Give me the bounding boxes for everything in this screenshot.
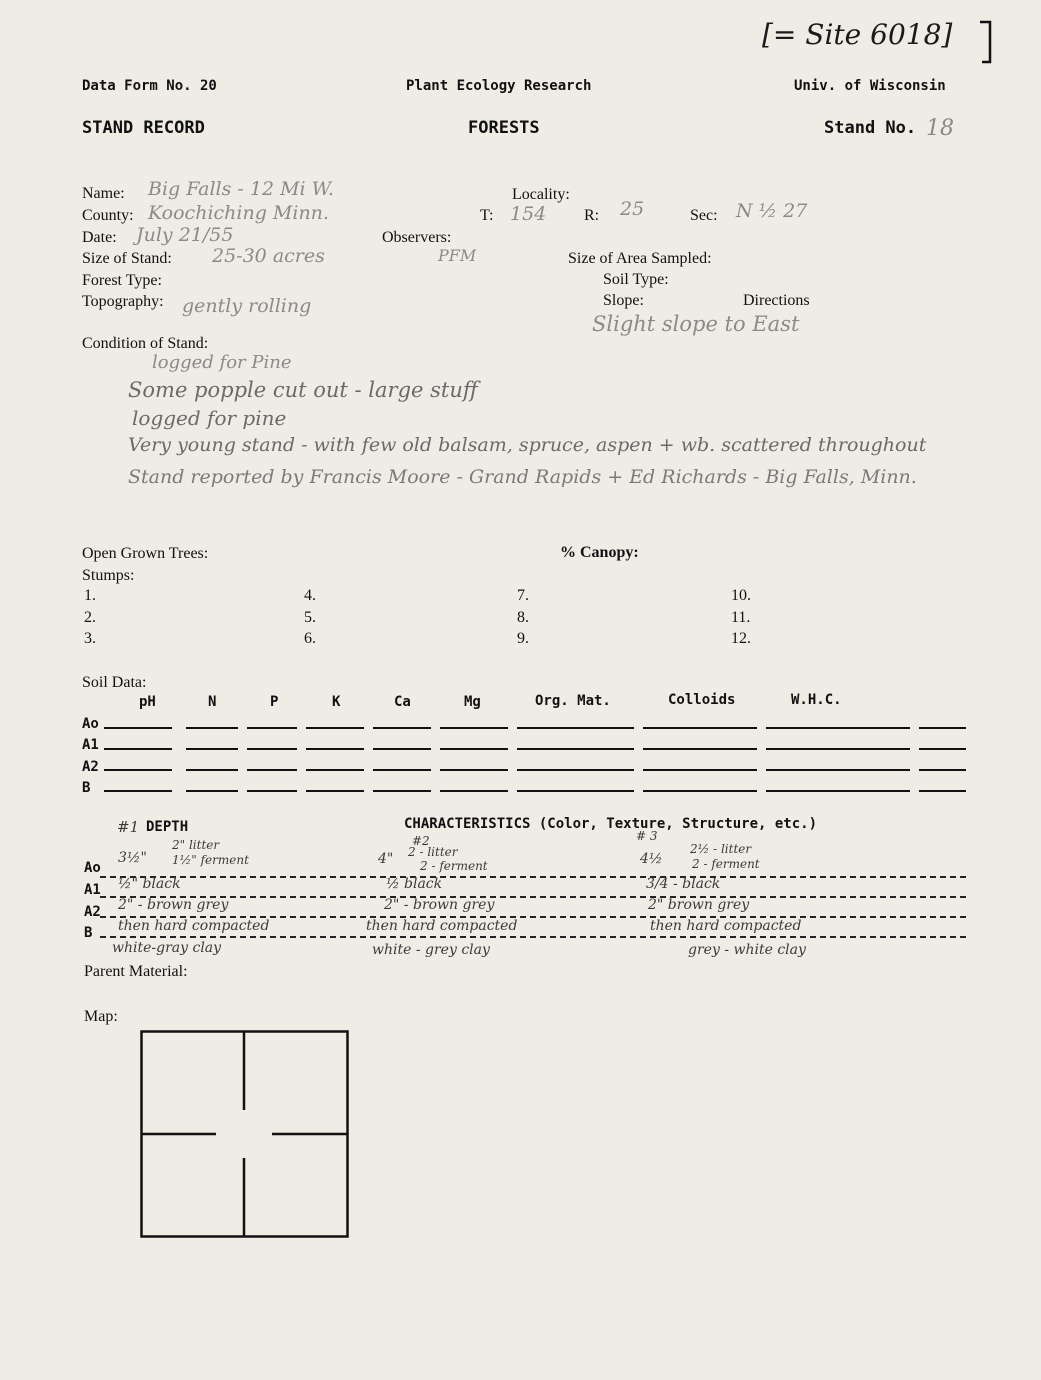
record-title: STAND RECORD — [82, 118, 205, 138]
soil-blank-line — [440, 727, 508, 729]
soil-blank-line — [766, 748, 910, 750]
characteristics-label: CHARACTERISTICS (Color, Texture, Structure, etc.) — [404, 816, 818, 832]
name-value: Big Falls - 12 Mi W. — [148, 178, 334, 200]
soil-blank-line — [766, 727, 910, 729]
soil-blank-line — [104, 727, 172, 729]
stump-number: 5. — [304, 609, 316, 626]
date-label: Date: — [82, 229, 117, 246]
soil-blank-line — [766, 769, 910, 771]
name-label: Name: — [82, 185, 125, 202]
stump-number: 11. — [731, 609, 751, 626]
soil-blank-line — [517, 790, 634, 792]
soil-blank-line — [186, 790, 238, 792]
soil-blank-line — [919, 790, 966, 792]
stump-number: 3. — [84, 630, 96, 647]
profile-row-label: A2 — [84, 904, 101, 920]
observers-label: Observers: — [382, 229, 452, 246]
profile-3-b: then hard compacted — [650, 918, 802, 934]
soil-blank-line — [306, 748, 364, 750]
soil-blank-line — [643, 748, 757, 750]
soil-blank-line — [306, 769, 364, 771]
stump-number: 1. — [84, 587, 96, 604]
stumps-label: Stumps: — [82, 567, 135, 584]
section-value: N ½ 27 — [736, 200, 808, 222]
profile-dashed-line — [100, 876, 966, 878]
soil-blank-line — [186, 769, 238, 771]
range-label: R: — [584, 207, 600, 224]
soil-column-header: P — [270, 694, 279, 710]
profile-2-mark: #2 — [412, 834, 430, 848]
profile-3-a1: 3/4 - black — [646, 876, 721, 892]
condition-label: Condition of Stand: — [82, 335, 209, 352]
soil-blank-line — [306, 727, 364, 729]
soil-blank-line — [919, 727, 966, 729]
soil-blank-line — [104, 748, 172, 750]
stump-number: 6. — [304, 630, 316, 647]
depth-mark: #1 — [117, 818, 140, 836]
soil-type-label: Soil Type: — [603, 271, 669, 288]
soil-column-header: Colloids — [668, 692, 736, 708]
stump-number: 7. — [517, 587, 529, 604]
profile-row-label: Ao — [84, 860, 101, 876]
soil-blank-line — [643, 769, 757, 771]
soil-blank-line — [643, 727, 757, 729]
county-value: Koochiching Minn. — [148, 202, 329, 224]
soil-blank-line — [373, 769, 431, 771]
county-label: County: — [82, 207, 134, 224]
profile-2-a2: 2" - brown grey — [384, 897, 495, 913]
soil-blank-line — [373, 727, 431, 729]
map-label: Map: — [84, 1008, 118, 1025]
profile-1-ao-depth: 3½" — [118, 850, 147, 866]
bracket-mark — [960, 18, 1000, 68]
profile-3-ao-depth: 4½ — [640, 851, 663, 867]
soil-blank-line — [919, 769, 966, 771]
soil-row-label: Ao — [82, 716, 99, 732]
soil-blank-line — [517, 748, 634, 750]
soil-blank-line — [440, 769, 508, 771]
soil-row-label: A2 — [82, 759, 99, 775]
stand-number-value: 18 — [926, 116, 954, 141]
size-value: 25-30 acres — [212, 245, 325, 267]
profile-dashed-line — [100, 896, 966, 898]
stand-number-label: Stand No. — [824, 118, 917, 138]
range-value: 25 — [620, 198, 645, 220]
parent-material-label: Parent Material: — [84, 963, 188, 980]
soil-blank-line — [247, 769, 297, 771]
profile-1-ao-a: 2" litter — [172, 838, 220, 852]
topography-label: Topography: — [82, 293, 164, 310]
soil-blank-line — [247, 790, 297, 792]
township-label: T: — [480, 207, 494, 224]
soil-column-header: K — [332, 694, 341, 710]
topography-value: gently rolling — [182, 295, 312, 317]
form-number: Data Form No. 20 — [82, 78, 217, 94]
soil-column-header: pH — [139, 694, 156, 710]
soil-blank-line — [306, 790, 364, 792]
soil-blank-line — [440, 790, 508, 792]
soil-blank-line — [186, 748, 238, 750]
soil-blank-line — [373, 748, 431, 750]
slope-label: Slope: — [603, 292, 644, 309]
soil-column-header: Ca — [394, 694, 411, 710]
soil-blank-line — [440, 748, 508, 750]
profile-1-ao-b: 1½" ferment — [172, 853, 249, 867]
soil-column-header: Org. Mat. — [535, 693, 611, 709]
soil-blank-line — [247, 727, 297, 729]
soil-blank-line — [247, 748, 297, 750]
slope-value: Slight slope to East — [592, 312, 800, 336]
soil-blank-line — [373, 790, 431, 792]
profile-3-mark: # 3 — [636, 829, 658, 843]
soil-column-header: W.H.C. — [791, 692, 842, 708]
soil-data-label: Soil Data: — [82, 674, 147, 691]
profile-2-ao-a: 2 - litter — [408, 845, 458, 859]
soil-row-label: B — [82, 780, 91, 796]
category-title: FORESTS — [468, 118, 540, 138]
canopy-label: % Canopy: — [560, 544, 639, 561]
soil-blank-line — [643, 790, 757, 792]
size-label: Size of Stand: — [82, 250, 172, 267]
soil-row-label: A1 — [82, 737, 99, 753]
soil-blank-line — [104, 790, 172, 792]
directions-label: Directions — [743, 292, 810, 309]
profile-row-label: B — [84, 925, 93, 941]
soil-blank-line — [919, 748, 966, 750]
soil-blank-line — [517, 769, 634, 771]
profile-1-b: then hard compacted — [118, 918, 270, 934]
soil-blank-line — [186, 727, 238, 729]
university: Univ. of Wisconsin — [794, 78, 946, 94]
condition-note-3: logged for pine — [132, 406, 287, 430]
forest-type-label: Forest Type: — [82, 272, 162, 289]
section-label: Sec: — [690, 207, 718, 224]
stump-number: 8. — [517, 609, 529, 626]
soil-column-header: Mg — [464, 694, 481, 710]
profile-2-b: then hard compacted — [366, 918, 518, 934]
profile-row-label: A1 — [84, 882, 101, 898]
profile-1-a1: ½" black — [118, 876, 181, 892]
profile-2-ao-depth: 4" — [378, 851, 394, 867]
date-value: July 21/55 — [136, 224, 234, 246]
depth-label: DEPTH — [146, 819, 189, 835]
profile-2-ao-b: 2 - ferment — [420, 859, 488, 873]
condition-note-4: Very young stand - with few old balsam, spruce, aspen + wb. scattered throughout — [128, 434, 927, 456]
open-grown-label: Open Grown Trees: — [82, 545, 209, 562]
profile-3-ao-b: 2 - ferment — [692, 857, 760, 871]
soil-column-header: N — [208, 694, 217, 710]
area-sampled-label: Size of Area Sampled: — [568, 250, 712, 267]
condition-note-2: Some popple cut out - large stuff — [128, 378, 478, 402]
soil-blank-line — [104, 769, 172, 771]
profile-2-b2: white - grey clay — [372, 942, 490, 958]
organization: Plant Ecology Research — [406, 78, 592, 94]
observers-value: PFM — [438, 246, 477, 265]
soil-blank-line — [766, 790, 910, 792]
profile-3-b2: grey - white clay — [688, 942, 806, 958]
condition-note-5: Stand reported by Francis Moore - Grand Rapids + Ed Richards - Big Falls, Minn. — [128, 466, 917, 488]
locality-label: Locality: — [512, 186, 570, 203]
stump-number: 2. — [84, 609, 96, 626]
profile-dashed-line — [100, 936, 966, 938]
corner-site-note: [= Site 6018] — [762, 18, 953, 51]
profile-1-b2: white-gray clay — [112, 940, 222, 956]
stump-number: 9. — [517, 630, 529, 647]
condition-note-1: logged for Pine — [152, 352, 292, 373]
profile-3-ao-a: 2½ - litter — [690, 842, 752, 856]
profile-1-a2: 2" - brown grey — [118, 897, 229, 913]
profile-2-a1: ½ black — [386, 876, 443, 892]
stump-number: 12. — [731, 630, 751, 647]
profile-3-a2: 2" brown grey — [648, 897, 750, 913]
township-value: 154 — [510, 203, 547, 225]
stump-number: 4. — [304, 587, 316, 604]
soil-blank-line — [517, 727, 634, 729]
stump-number: 10. — [731, 587, 751, 604]
map-grid — [140, 1030, 352, 1240]
